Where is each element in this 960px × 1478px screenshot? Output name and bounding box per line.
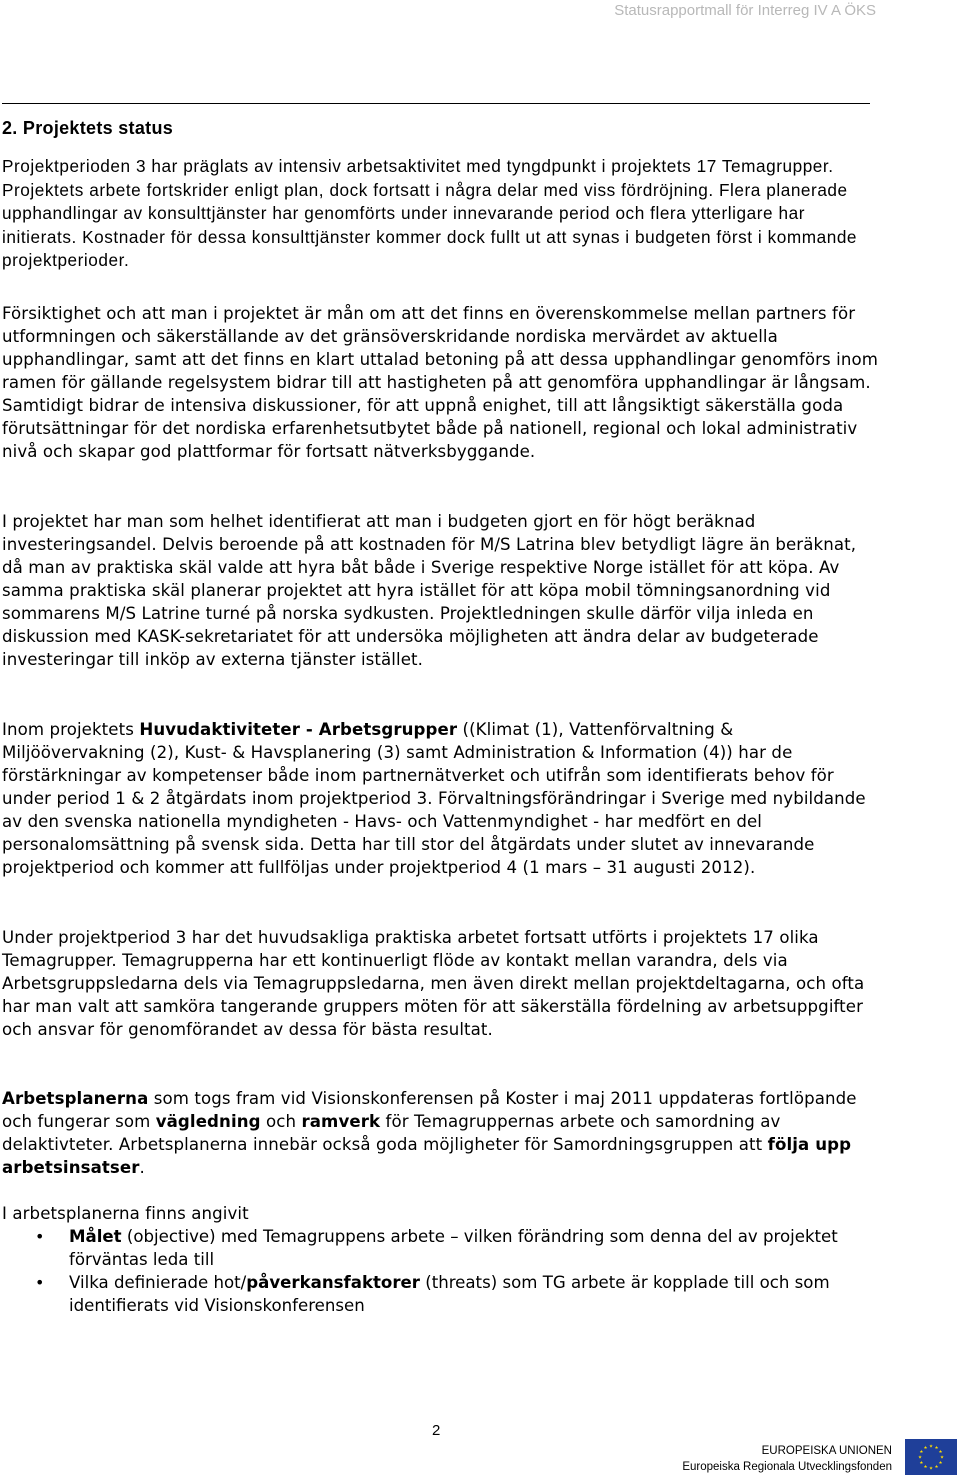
text-run: ((Klimat (1), Vattenförvaltning & Miljöövervakning (2), Kust- & Havsplanering (3) samt Administration & Information (4)) har de förstärkningar av kompetenser både inom partnernätverket och utifrån som identifierats behov för under period 1 & 2 åtgärdats inom projektperiod 3. Förvaltningsförändringar i Sverige med nybildande av den svenska nationella myndigheten - Havs- och Vattenmyndighet - har medfört en del personalomsättning på svensk sida. Detta har till stor del åtgärdats under slutet av innevarande projektperiod och kommer att fullföljas under projektperiod 4 (1 mars – 31 augusti 2012). <box>2 720 866 877</box>
page-number: 2 <box>432 1422 441 1439</box>
text-run: (threats) som TG arbete är kopplade till och som identifierats vid Visionskonferensen <box>69 1273 830 1315</box>
paragraph-budget: I projektet har man som helhet identifierat att man i budgeten gjort en för högt beräknad investeringsandel. Delvis beroende på att kostnaden för M/S Latrina blev betydligt lägre än beräknat, då man av praktiska skäl valde att hyra båt både i Sverige respektive Norge istället för att köpa. Av samma praktiska skäl planerar projektet att hyra istället för att köpa mobil tömningsanordning vid sommarens M/S Latrine turné på norska sydkusten. Projektledningen skulle därför vilja inleda en diskussion med KASK-sekretariatet för att undersöka möjligheten att ändra delar av budgeterade investeringar till inköp av externa tjänster istället. <box>2 512 857 669</box>
bold-text: Huvudaktiviteter - Arbetsgrupper <box>139 720 458 739</box>
paragraph-caution: Försiktighet och att man i projektet är mån om att det finns en överenskommelse mellan partners för utformningen och säkerställande av det gränsöverskridande nordiska mervärdet av aktuella upphandlingar, samt att det finns en klart uttalad betoning på att dessa upphandlingar genomförs inom ramen för gällande regelsystem bidrar till att hastigheten på att genomföra upphandlingar är långsam. Samtidigt bidrar de intensiva diskussioner, för att uppnå enighet, till att långsiktigt säkerställa goda förutsättningar för det nordiska erfarenhetsutbytet både på nationell, regional och lokal administrativ nivå och skapar god plattformar för fortsatt nätverksbyggande. <box>2 304 879 461</box>
eu-flag-icon <box>905 1439 957 1475</box>
eu-funding-label <box>682 1443 892 1475</box>
flag-star: ★ <box>934 1445 939 1451</box>
flag-star: ★ <box>928 1443 934 1449</box>
flag-star: ★ <box>923 1464 928 1470</box>
paragraph-list-intro: I arbetsplanerna finns angivit <box>2 1204 249 1223</box>
flag-star: ★ <box>939 1454 945 1460</box>
paragraph-work-plans <box>2 1087 880 1179</box>
flag-star: ★ <box>934 1464 939 1470</box>
flag-star: ★ <box>919 1460 924 1466</box>
running-header: Statusrapportmall för Interreg IV A ÖKS <box>614 2 876 19</box>
header-rule <box>2 103 870 104</box>
bold-text: påverkansfaktorer <box>246 1273 420 1292</box>
list-item <box>0 1271 889 1317</box>
text-run: och <box>260 1112 302 1131</box>
text-run: Inom projektets <box>2 720 140 739</box>
paragraph-theme-groups: Under projektperiod 3 har det huvudsakliga praktiska arbetet fortsatt utförts i projektets 17 olika Temagrupper. Temagrupperna har ett kontinuerligt flöde av kontakt mellan varandra, dels via Arbetsgruppsledarna dels via Temagruppsledarna, men även direkt mellan projektdeltagarna, och ofta har man valt att samköra tangerande gruppers möten för att säkerställa fördelning av arbetsuppgifter och ansvar för genomförandet av dessa för bästa resultat. <box>2 928 865 1039</box>
flag-star: ★ <box>938 1449 943 1455</box>
flag-star: ★ <box>919 1449 924 1455</box>
bold-text: Arbetsplanerna <box>2 1089 149 1108</box>
bullet-list <box>0 1225 900 1317</box>
bullet-icon: • <box>35 1273 45 1292</box>
text-run: . <box>139 1158 145 1177</box>
bold-text: vägledning <box>155 1112 261 1131</box>
eu-name: EUROPEISKA UNIONEN <box>761 1445 892 1457</box>
bold-text: ramverk <box>301 1112 381 1131</box>
section-heading: 2. Projektets status <box>2 118 174 138</box>
flag-star: ★ <box>938 1460 943 1466</box>
text-run: som togs fram vid Visionskonferensen på Koster i maj 2011 uppdateras fortlöpande och fungerar som <box>2 1089 857 1131</box>
eu-fund-name: Europeiska Regionala Utvecklingsfonden <box>682 1461 892 1473</box>
flag-star: ★ <box>928 1465 934 1471</box>
bullet-icon: • <box>35 1227 45 1246</box>
flag-star: ★ <box>923 1445 928 1451</box>
list-item <box>0 1225 889 1271</box>
text-run: (objective) med Temagruppens arbete – vilken förändring som denna del av projektet förväntas leda till <box>69 1227 838 1269</box>
paragraph-status-intro: Projektperioden 3 har präglats av intensiv arbetsaktivitet med tyngdpunkt i projektets 17 Temagrupper. Projektets arbete fortskrider enligt plan, dock fortsatt i några delar med viss fördröjning. Flera planerade upphandlingar av konsulttjänster har genomförts under innevarande period och flera ytterligare har initierats. Kostnader för dessa konsulttjänster kommer dock fullt ut att synas i budgeten först i kommande projektperioder. <box>2 156 858 270</box>
text-run: för Temagruppernas arbete och samordning av delaktivteter. Arbetsplanerna innebär också goda möjligheter för Samordningsgruppen att <box>2 1112 781 1154</box>
paragraph-main-activities <box>2 718 880 879</box>
flag-star: ★ <box>917 1454 923 1460</box>
bold-text: Målet <box>69 1227 122 1246</box>
bold-text: följa upp arbetsinsatser <box>2 1135 852 1177</box>
text-run: Vilka definierade hot/ <box>69 1273 247 1292</box>
